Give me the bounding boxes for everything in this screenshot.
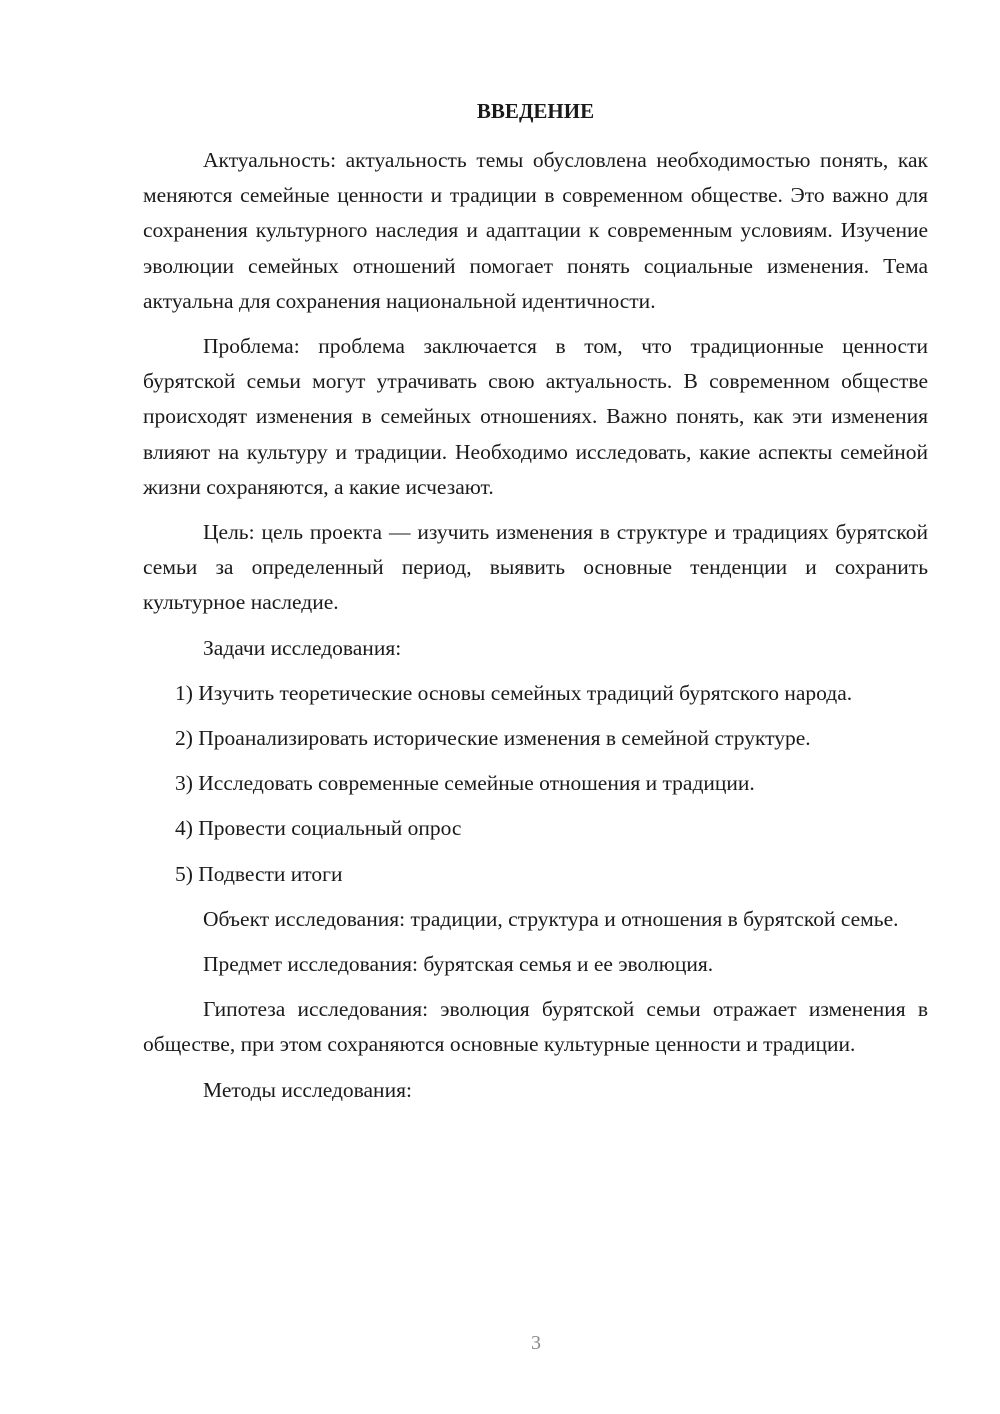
subject-paragraph: Предмет исследования: бурятская семья и ее эволюция. <box>203 952 714 977</box>
section-heading: ВВЕДЕНИЕ <box>476 99 595 123</box>
goal-paragraph: Цель: цель проекта — изучить изменения в структуре и традициях бурятской семьи за определенный период, выявить основные тенденции и сохранить культурное наследие. <box>143 520 928 615</box>
task-item: 4) Провести социальный опрос <box>175 816 462 841</box>
problem-paragraph: Проблема: проблема заключается в том, что традиционные ценности бурятской семьи могут утрачивать свою актуальность. В современном обществе происходят изменения в семейных отношениях. Важно понять, как эти изменения влияют на культуру и традиции. Необходимо исследовать, какие аспекты семейной жизни сохраняются, а какие исчезают. <box>143 334 928 499</box>
hypothesis-paragraph: Гипотеза исследования: эволюция бурятской семьи отражает изменения в обществе, при этом сохраняются основные культурные ценности и традиции. <box>143 997 928 1057</box>
page-number: 3 <box>531 1332 541 1354</box>
document-page <box>143 96 928 1118</box>
task-item: 3) Исследовать современные семейные отношения и традиции. <box>175 771 755 796</box>
object-paragraph: Объект исследования: традиции, структура и отношения в бурятской семье. <box>203 906 899 931</box>
tasks-heading: Задачи исследования: <box>203 635 402 660</box>
methods-heading: Методы исследования: <box>203 1077 412 1102</box>
task-item: 1) Изучить теоретические основы семейных традиций бурятского народа. <box>175 680 853 705</box>
task-item: 2) Проанализировать исторические изменения в семейной структуре. <box>175 726 811 751</box>
task-item: 5) Подвести итоги <box>175 861 343 886</box>
relevance-paragraph: Актуальность: актуальность темы обусловлена необходимостью понять, как меняются семейные ценности и традиции в современном обществе. Это важно для сохранения культурного наследия и адаптации к современным условиям. Изучение эволюции семейных отношений помогает понять социальные изменения. Тема актуальна для сохранения национальной идентичности. <box>143 148 928 313</box>
